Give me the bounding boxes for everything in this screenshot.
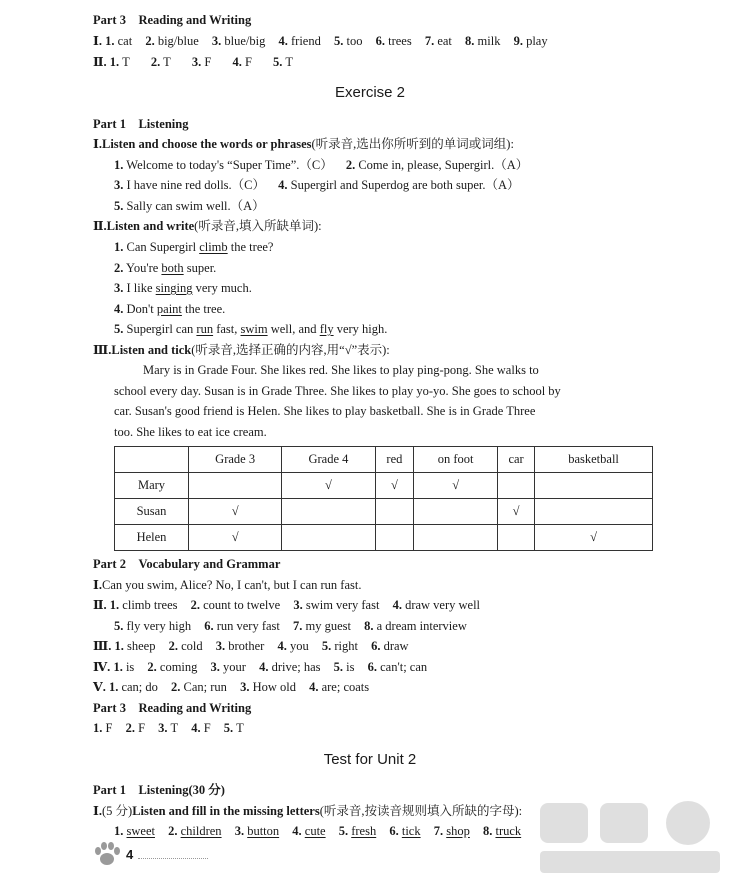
table-cell: √ xyxy=(189,499,282,525)
table-row-label: Helen xyxy=(115,525,189,551)
table-cell: √ xyxy=(414,473,498,499)
passage-line-1: Mary is in Grade Four. She likes red. She likes to play ping-pong. She walks to xyxy=(143,363,539,377)
test-part1-title: Part 1 Listening(30 分) xyxy=(93,783,225,797)
listen-write-item-5: 5. Supergirl can run fast, swim well, and fly very high. xyxy=(114,322,388,336)
listen-write-item-2: 2. You're both super. xyxy=(114,261,217,275)
listen-choose-items-row-1: 1. Welcome to today's “Super Time”.（C） 2. Come in, please, Supergirl.（A） xyxy=(114,158,529,172)
table-cell: √ xyxy=(375,473,414,499)
listen-write-item-3: 3. I like singing very much. xyxy=(114,281,252,295)
table-header-cell: basketball xyxy=(535,447,653,473)
table-header-cell: Grade 4 xyxy=(282,447,375,473)
footer-divider xyxy=(138,858,208,859)
table-header-row xyxy=(115,447,653,473)
test-answers-row: 1. sweet 2. children 3. button 4. cute 5. fresh 6. tick 7. shop 8. truck xyxy=(114,824,522,838)
table-cell: √ xyxy=(189,525,282,551)
table-cell xyxy=(282,499,375,525)
vocab-row-2a: Ⅱ. 1. climb trees 2. count to twelve 3. swim very fast 4. draw very well xyxy=(93,598,481,612)
table-cell xyxy=(498,473,535,499)
answers-row-1: Ⅰ. 1. cat 2. big/blue 3. blue/big 4. friend 5. too 6. trees 7. eat 8. milk 9. play xyxy=(93,34,548,48)
listen-choose-items-row-3: 5. Sally can swim well.（A） xyxy=(114,199,265,213)
answers-row-2: Ⅱ. 1. T 2. T 3. F 4. F 5. T xyxy=(93,55,293,69)
table-cell: √ xyxy=(498,499,535,525)
test-unit-2-title: Test for Unit 2 xyxy=(323,751,417,768)
paw-icon xyxy=(92,840,122,868)
listen-write-item-4: 4. Don't paint the tree. xyxy=(114,302,226,316)
vocab-row-3: Ⅲ. 1. sheep 2. cold 3. brother 4. you 5. right 6. draw xyxy=(93,639,409,653)
section-2-heading: Ⅱ.Listen and write(听录音,填入所缺单词): xyxy=(93,219,322,233)
table-row xyxy=(115,499,653,525)
table-row-label: Mary xyxy=(115,473,189,499)
part3-title-2: Part 3 Reading and Writing xyxy=(93,701,252,715)
vocab-row-5: Ⅴ. 1. can; do 2. Can; run 3. How old 4. are; coats xyxy=(93,680,370,694)
listen-write-item-1: 1. Can Supergirl climb the tree? xyxy=(114,240,274,254)
passage-line-4: too. She likes to eat ice cream. xyxy=(114,425,267,439)
table-header-cell: Grade 3 xyxy=(189,447,282,473)
table-cell xyxy=(535,473,653,499)
listen-choose-items-row-2: 3. I have nine red dolls.（C） 4. Supergirl and Superdog are both super.（A） xyxy=(114,178,520,192)
table-cell xyxy=(282,525,375,551)
table-cell xyxy=(414,525,498,551)
table-cell xyxy=(189,473,282,499)
table-cell xyxy=(498,525,535,551)
table-cell xyxy=(115,447,189,473)
table-header-cell: red xyxy=(375,447,414,473)
table-row xyxy=(115,525,653,551)
tick-table xyxy=(114,446,653,551)
table-cell: √ xyxy=(535,525,653,551)
part3-title: Part 3 Reading and Writing xyxy=(93,13,252,27)
reading-answers: 1. F 2. F 3. T 4. F 5. T xyxy=(93,721,244,735)
vocab-row-1: Ⅰ.Can you swim, Alice? No, I can't, but I can run fast. xyxy=(93,578,362,592)
table-cell xyxy=(375,525,414,551)
vocab-row-2b: 5. fly very high 6. run very fast 7. my guest 8. a dream interview xyxy=(114,619,467,633)
table-cell xyxy=(535,499,653,525)
page-number: 4 xyxy=(126,847,134,862)
passage-line-3: car. Susan's good friend is Helen. She likes to play basketball. She is in Grade Three xyxy=(114,404,536,418)
part2-title: Part 2 Vocabulary and Grammar xyxy=(93,557,281,571)
table-header-cell: on foot xyxy=(414,447,498,473)
table-cell xyxy=(375,499,414,525)
passage-line-2: school every day. Susan is in Grade Three. She likes to play yo-yo. She goes to school by xyxy=(114,384,561,398)
part1-title: Part 1 Listening xyxy=(93,117,189,131)
table-cell: √ xyxy=(282,473,375,499)
table-row-label: Susan xyxy=(115,499,189,525)
section-3-heading: Ⅲ.Listen and tick(听录音,选择正确的内容,用“√”表示): xyxy=(93,343,390,357)
vocab-row-4: Ⅳ. 1. is 2. coming 3. your 4. drive; has 5. is 6. can't; can xyxy=(93,660,428,674)
table-header-cell: car xyxy=(498,447,535,473)
test-section-1-heading: Ⅰ.(5 分)Listen and fill in the missing letters(听录音,按读音规则填入所缺的字母): xyxy=(93,804,523,818)
exercise-2-title: Exercise 2 xyxy=(334,84,406,101)
section-1-heading: Ⅰ.Listen and choose the words or phrases(听录音,选出你所听到的单词或词组): xyxy=(93,137,514,151)
table-cell xyxy=(414,499,498,525)
table-row xyxy=(115,473,653,499)
